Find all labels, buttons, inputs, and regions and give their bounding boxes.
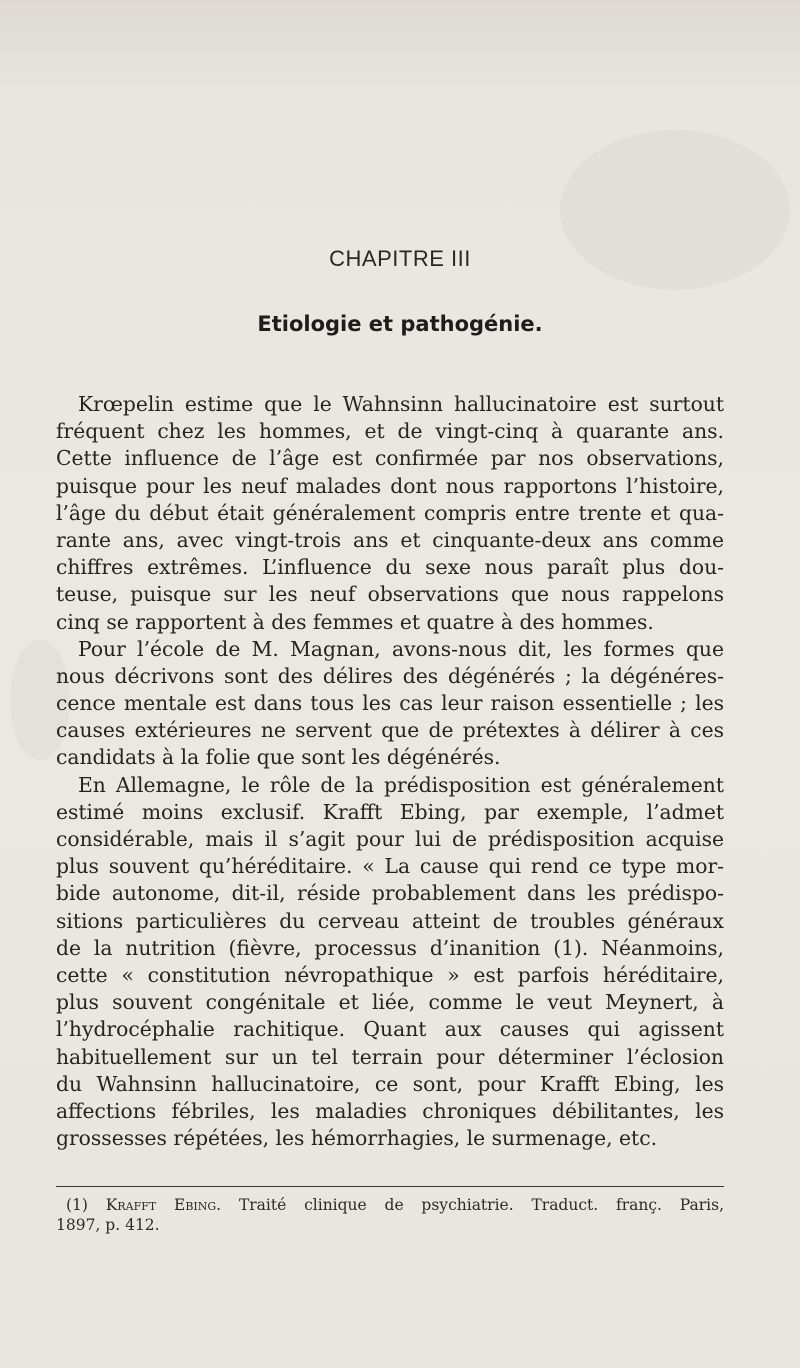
text-line: considérable, mais il s’agit pour lui de prédisposition acquise [56, 827, 724, 851]
footnote-line [56, 1195, 724, 1215]
text-line: puisque pour les neuf malades dont nous rapportons l’histoire, [56, 473, 724, 498]
text-line: cence mentale est dans tous les cas leur raison essentielle ; les [56, 691, 724, 716]
text-line: rante ans, avec vingt-trois ans et cinquante-deux ans comme [56, 527, 724, 552]
footnote-divider [56, 1186, 724, 1187]
text-line: Pour l’école de M. Magnan, avons-nous dit, les formes que [78, 636, 724, 661]
text-line: teuse, puisque sur les neuf observations que nous rappelons [56, 582, 724, 607]
text-line: Krœpelin estime que le Wahnsinn hallucinatoire est surtout [78, 392, 724, 416]
text-line: Cette influence de l’âge est confirmée par nos observations, [56, 446, 724, 471]
text-line: causes extérieures ne servent que de prétextes à délirer à ces [56, 718, 724, 743]
text-line: l’hydrocéphalie rachitique. Quant aux causes qui agissent [56, 1017, 724, 1042]
text-line: plus souvent qu’héréditaire. « La cause qui rend ce type mor- [56, 854, 724, 879]
text-line: bide autonome, dit-il, réside probablement dans les prédispo- [56, 881, 724, 906]
text-line: candidats à la folie que sont les dégénérés. [56, 745, 501, 770]
footnote-citation: Traité clinique de psychiatrie. Traduct. franç. Paris, [238, 1196, 724, 1214]
footnote [56, 1195, 724, 1235]
text-line: fréquent chez les hommes, et de vingt-cinq à quarante ans. [56, 419, 724, 444]
text-line: habituellement sur un tel terrain pour déterminer l’éclosion [56, 1044, 724, 1069]
text-line: du Wahnsinn hallucinatoire, ce sont, pour Krafft Ebing, les [56, 1071, 724, 1096]
text-line: chiffres extrêmes. L’influence du sexe nous paraît plus dou- [56, 555, 724, 580]
text-line: plus souvent congénitale et liée, comme le veut Meynert, à [56, 990, 724, 1015]
text-line: l’âge du début était généralement compris entre trente et qua- [56, 500, 724, 525]
footnote-author: Krafft Ebing. [105, 1196, 222, 1214]
section-title: Etiologie et pathogénie. [257, 312, 543, 336]
chapter-heading: CHAPITRE III [329, 246, 471, 271]
text-line: grossesses répétées, les hémorrhagies, le surmenage, etc. [56, 1126, 658, 1151]
text-line: affections fébriles, les maladies chroniques débilitantes, les [56, 1098, 724, 1123]
text-line: cinq se rapportent à des femmes et quatre à des hommes. [56, 609, 654, 634]
text-line: estimé moins exclusif. Krafft Ebing, par exemple, l’admet [56, 799, 724, 824]
text-line: de la nutrition (fièvre, processus d’inanition (1). Néanmoins, [56, 935, 724, 960]
footnote-line: 1897, p. 412. [56, 1216, 160, 1234]
text-line: sitions particulières du cerveau atteint de troubles généraux [56, 908, 724, 933]
body-text [56, 391, 724, 1152]
text-line: cette « constitution névropathique » est parfois héréditaire, [56, 962, 724, 987]
text-line: nous décrivons sont des délires des dégénérés ; la dégénéres- [56, 663, 724, 688]
text-line: En Allemagne, le rôle de la prédisposition est généralement [78, 772, 724, 797]
footnote-marker: (1) [66, 1196, 88, 1214]
